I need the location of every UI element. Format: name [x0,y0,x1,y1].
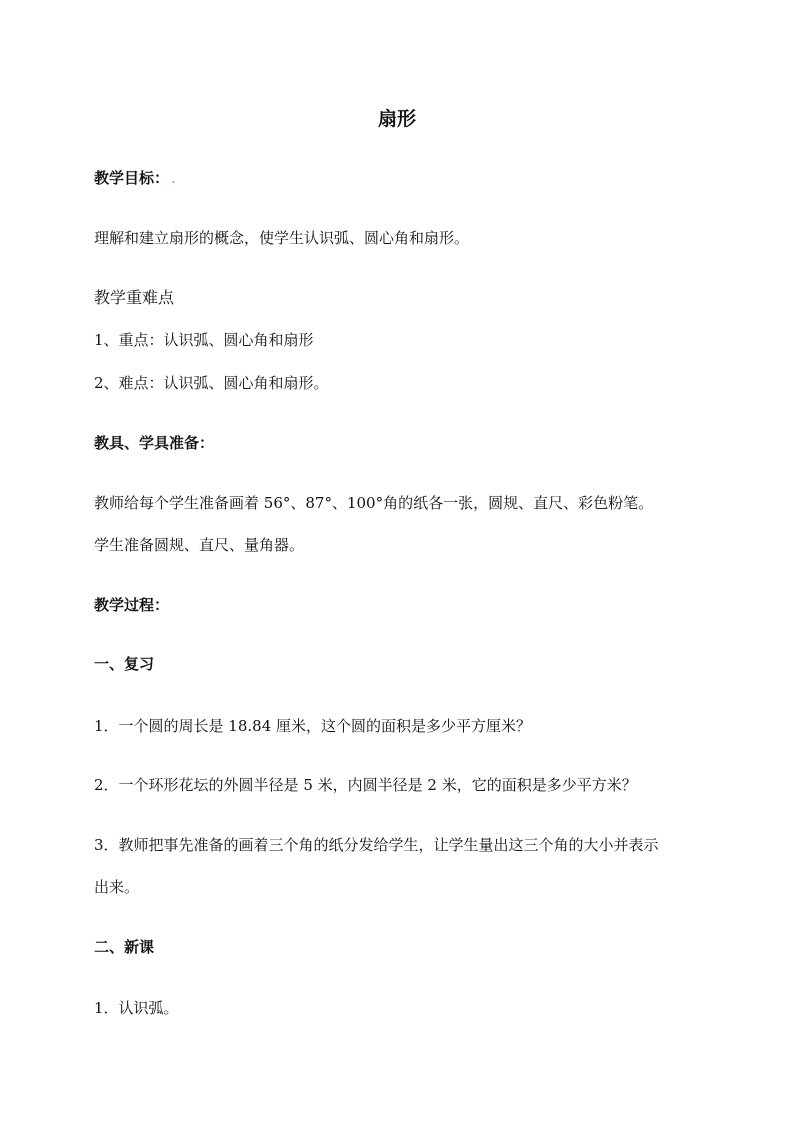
goal-heading-text: 教学目标： [94,169,170,187]
tools-student: 学生准备圆规、直尺、量角器。 [94,536,305,554]
goal-heading [94,168,704,188]
process-heading: 教学过程： [94,596,170,614]
goal-marker: . [171,169,176,187]
key-heading: 教学重难点 [94,288,175,307]
tools-heading: 教具、学具准备： [94,434,215,452]
review-item-3-line-1: 3．教师把事先准备的画着三个角的纸分发给学生，让学生量出这三个角的大小并表示 [94,836,659,854]
new-lesson-item-1: 1．认识弧。 [94,999,179,1017]
review-heading: 一、复习 [94,655,155,673]
review-item-2: 2．一个环形花坛的外圆半径是 5 米，内圆半径是 2 米，它的面积是多少平方米？ [94,776,637,794]
key-point-2: 2、难点：认识弧、圆心角和扇形。 [94,374,329,392]
key-point-1: 1、重点：认识弧、圆心角和扇形 [94,331,314,349]
new-lesson-heading: 二、新课 [94,938,155,956]
page-title: 扇形 [377,108,416,130]
goal-text: 理解和建立扇形的概念，使学生认识弧、圆心角和扇形。 [94,229,470,247]
review-item-3-line-2: 出来。 [94,878,140,896]
tools-teacher: 教师给每个学生准备画着 56°、87°、100°角的纸各一张，圆规、直尺、彩色粉笔。 [94,494,654,512]
review-item-1: 1．一个圆的周长是 18.84 厘米，这个圆的面积是多少平方厘米？ [94,717,532,735]
